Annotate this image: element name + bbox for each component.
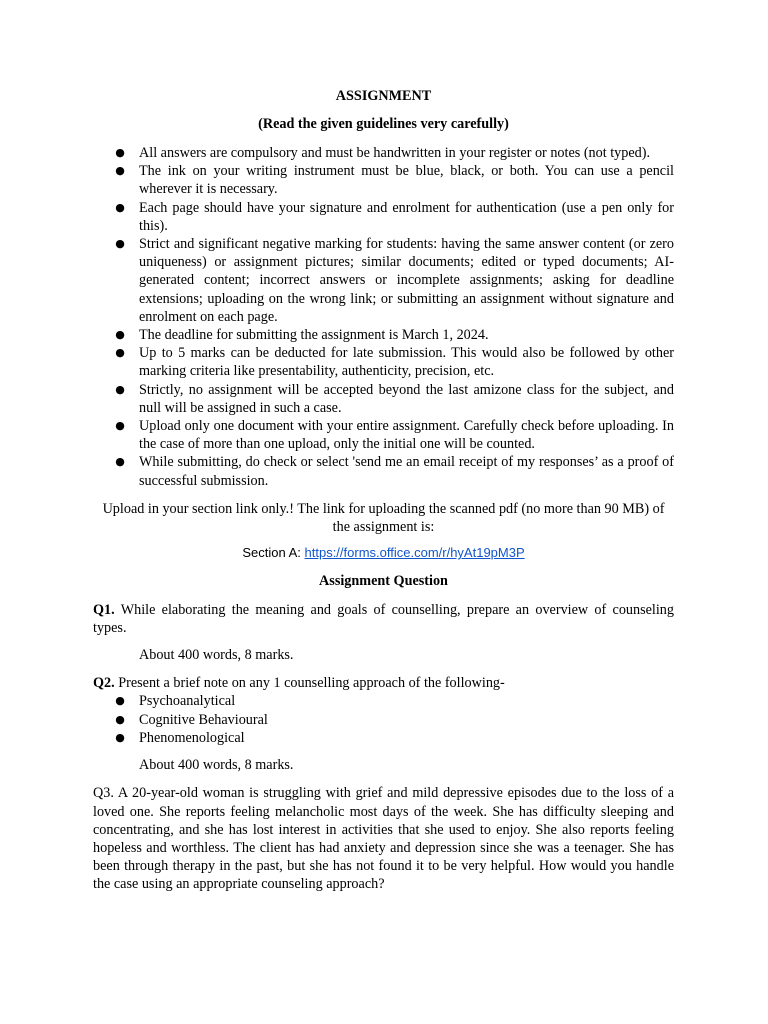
- guidelines-list: [93, 144, 674, 490]
- guideline-text: Upload only one document with your entire assignment. Carefully check before uploading. In the case of more than one upload, only the initial one will be counted.: [139, 418, 674, 453]
- question-1-label: Q1.: [93, 601, 115, 618]
- upload-instruction: Upload in your section link only.! The link for uploading the scanned pdf (no more than 90 MB) of the assignment is:: [102, 500, 665, 536]
- guideline-text: Up to 5 marks can be deducted for late submission. This would also be followed by other marking criteria like presentability, authenticity, precision, etc.: [139, 345, 674, 380]
- page-subtitle: (Read the given guidelines very carefully): [258, 116, 509, 132]
- bullet-icon: ●: [115, 455, 125, 469]
- guideline-item: [93, 417, 674, 453]
- guideline-text: The deadline for submitting the assignment is March 1, 2024.: [139, 327, 489, 344]
- guideline-text: Each page should have your signature and enrolment for authentication (use a pen only for this).: [139, 199, 674, 234]
- question-2-label: Q2.: [93, 675, 115, 692]
- bullet-icon: ●: [115, 730, 125, 744]
- guideline-text: While submitting, do check or select 'send me an email receipt of my responses’ as a proof of successful submission.: [139, 454, 674, 489]
- questions-heading: Assignment Question: [319, 573, 448, 590]
- bullet-icon: ●: [115, 146, 125, 159]
- guideline-item: [93, 199, 674, 235]
- section-a-upload-link[interactable]: https://forms.office.com/r/hyAt19pM3P: [304, 545, 525, 561]
- guideline-item: [93, 453, 674, 489]
- guideline-item: [93, 344, 674, 380]
- guideline-text: The ink on your writing instrument must be blue, black, or both. You can use a pencil wherever it is necessary.: [139, 163, 674, 198]
- bullet-icon: ●: [115, 419, 125, 433]
- approach-option-text: Phenomenological: [139, 729, 245, 746]
- guideline-text: All answers are compulsory and must be handwritten in your register or notes (not typed).: [139, 145, 651, 161]
- bullet-icon: ●: [115, 164, 125, 178]
- bullet-icon: ●: [115, 712, 125, 726]
- guideline-item: [93, 144, 674, 162]
- approach-option-text: Cognitive Behavioural: [139, 711, 268, 728]
- question-1-text: While elaborating the meaning and goals of counselling, prepare an overview of counseling types.: [93, 601, 674, 636]
- approach-options-list: [93, 692, 674, 747]
- guideline-item: [93, 326, 674, 344]
- section-label: Section A:: [242, 545, 305, 561]
- question-2-marks: About 400 words, 8 marks.: [139, 757, 294, 774]
- question-3: Q3. A 20-year-old woman is struggling with grief and mild depressive episodes due to the loss of a loved one. She reports feeling melancholic most days of the week. She has difficulty sleeping and concentrating, and she has lost interest in activities that she used to enjoy. She also reports feeling hopeless and worthless. The client has had anxiety and depression since she was a teenager. She has been through therapy in the past, but she has not found it to be very helpful. How would you handle the case using an appropriate counseling approach?: [93, 785, 674, 893]
- question-1: [93, 601, 674, 637]
- bullet-icon: ●: [115, 328, 125, 342]
- question-1-marks: About 400 words, 8 marks.: [139, 647, 294, 664]
- bullet-icon: ●: [115, 694, 125, 708]
- bullet-icon: ●: [115, 200, 125, 214]
- bullet-icon: ●: [115, 237, 125, 251]
- guideline-item: [93, 381, 674, 417]
- guideline-item: [93, 235, 674, 326]
- approach-option-text: Psychoanalytical: [139, 693, 236, 710]
- guideline-item: [93, 162, 674, 198]
- approach-option: [93, 729, 674, 747]
- section-link-line: [93, 544, 674, 562]
- page-title: ASSIGNMENT: [335, 88, 432, 104]
- approach-option: [93, 711, 674, 729]
- question-2: [93, 674, 674, 692]
- approach-option: [93, 692, 674, 710]
- question-2-text: Present a brief note on any 1 counselling approach of the following-: [114, 675, 505, 692]
- document-content: [93, 86, 674, 894]
- guideline-text: Strictly, no assignment will be accepted beyond the last amizone class for the subject, and null will be assigned in such a case.: [139, 381, 674, 416]
- bullet-icon: ●: [115, 346, 125, 360]
- bullet-icon: ●: [115, 382, 125, 396]
- guideline-text: Strict and significant negative marking for students: having the same answer content (or zero uniqueness) or assignment pictures; similar documents; edited or typed documents; AI-generated content; incorrect answers or incomplete assignments; asking for deadline extensions; uploading on the wrong link; or submitting an assignment without signature and enrolment on each page.: [139, 236, 674, 325]
